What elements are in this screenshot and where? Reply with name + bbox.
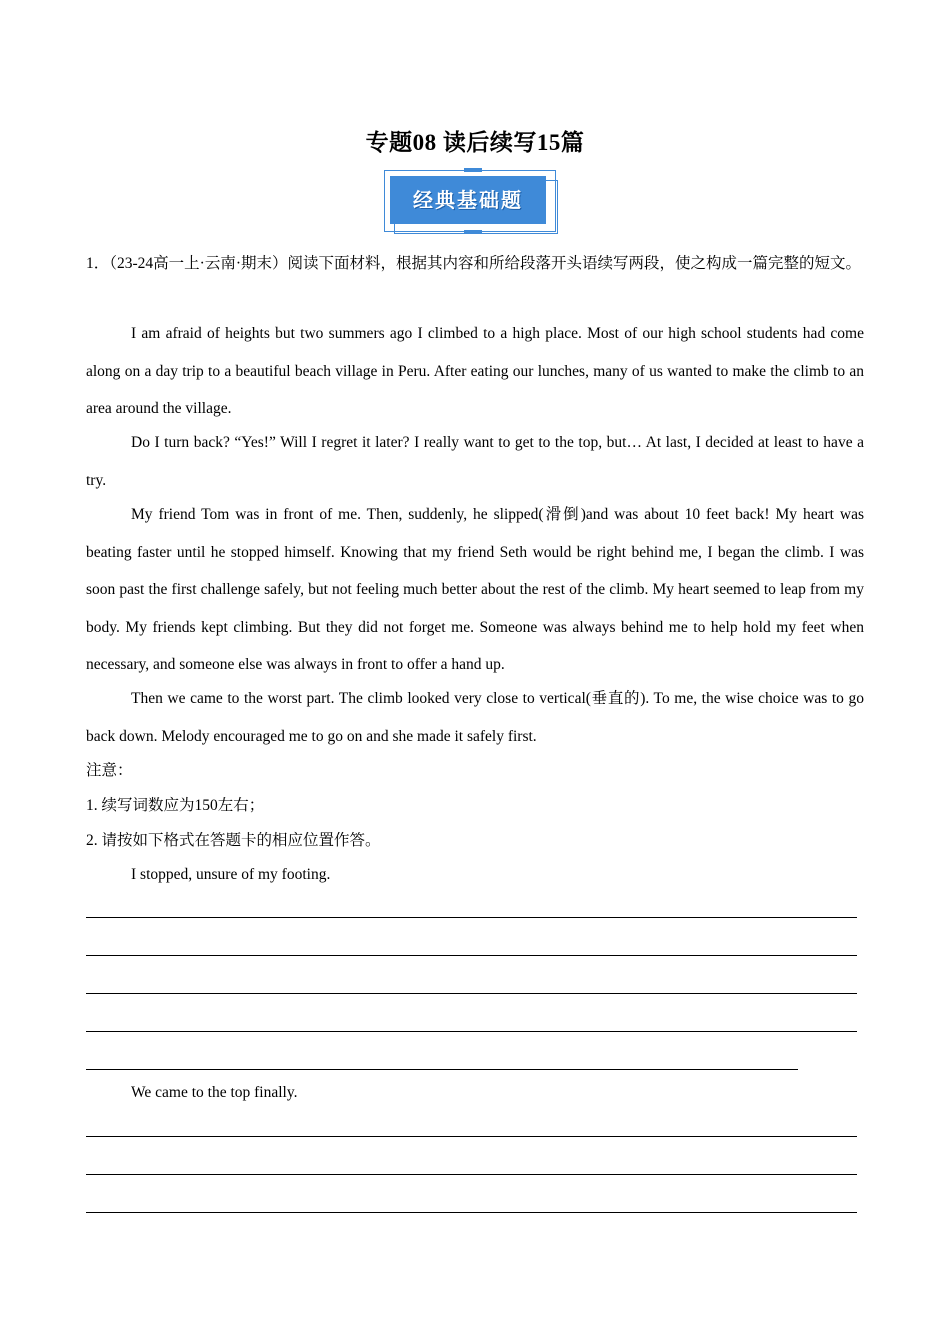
passage-paragraph-1: I am afraid of heights but two summers ago I climbed to a high place. Most of our high school students had come along on a day trip to a beautiful beach village in Peru. After eating our lunches, many of us wanted to make the climb to an area around the village. [86, 325, 864, 417]
answer-line[interactable] [86, 1069, 798, 1070]
continuation-lead-1: I stopped, unsure of my footing. [131, 866, 331, 883]
answer-line[interactable] [86, 1031, 857, 1032]
note-2: 2. 请按如下格式在答题卡的相应位置作答。 [86, 832, 381, 849]
answer-line[interactable] [86, 955, 857, 956]
badge-label: 经典基础题 [390, 176, 546, 224]
badge-tick-bottom [464, 230, 482, 234]
answer-line[interactable] [86, 993, 857, 994]
answer-line[interactable] [86, 1136, 857, 1137]
answer-line[interactable] [86, 1212, 857, 1213]
answer-line[interactable] [86, 917, 857, 918]
continuation-lead-2: We came to the top finally. [131, 1084, 298, 1101]
page-title: 专题08 读后续写15篇 [365, 130, 585, 155]
question-instruction: 阅读下面材料，根据其内容和所给段落开头语续写两段，使之构成一篇完整的短文。 [287, 255, 862, 272]
passage-paragraph-2: Do I turn back? “Yes!” Will I regret it later? I really want to get to the top, but… At last, I decided at least to have a try. [86, 434, 864, 489]
question-number: 1． [86, 255, 110, 272]
passage-paragraph-3: My friend Tom was in front of me. Then, suddenly, he slipped(滑倒)and was about 10 feet back! My heart was beating faster until he stopped himself. Knowing that my friend Seth would be right behind me, I began the climb. I was soon past the first challenge safely, but not feeling much better about the rest of the climb. My heart seemed to leap from my body. My friends kept climbing. But they did not forget me. Someone was always behind me to help hold my feet when necessary, and someone else was always in front to offer a hand up. [86, 506, 864, 673]
note-1: 1. 续写词数应为150左右； [86, 797, 265, 814]
notes-label: 注意： [86, 762, 133, 779]
badge-tick-top [464, 168, 482, 172]
section-badge [384, 170, 560, 236]
answer-line[interactable] [86, 1174, 857, 1175]
question-source: （23-24高一上·云南·期末） [109, 255, 288, 272]
passage-paragraph-4: Then we came to the worst part. The climb looked very close to vertical(垂直的). To me, the wise choice was to go back down. Melody encouraged me to go on and she made it safely first. [86, 690, 864, 745]
question-header [86, 245, 864, 283]
